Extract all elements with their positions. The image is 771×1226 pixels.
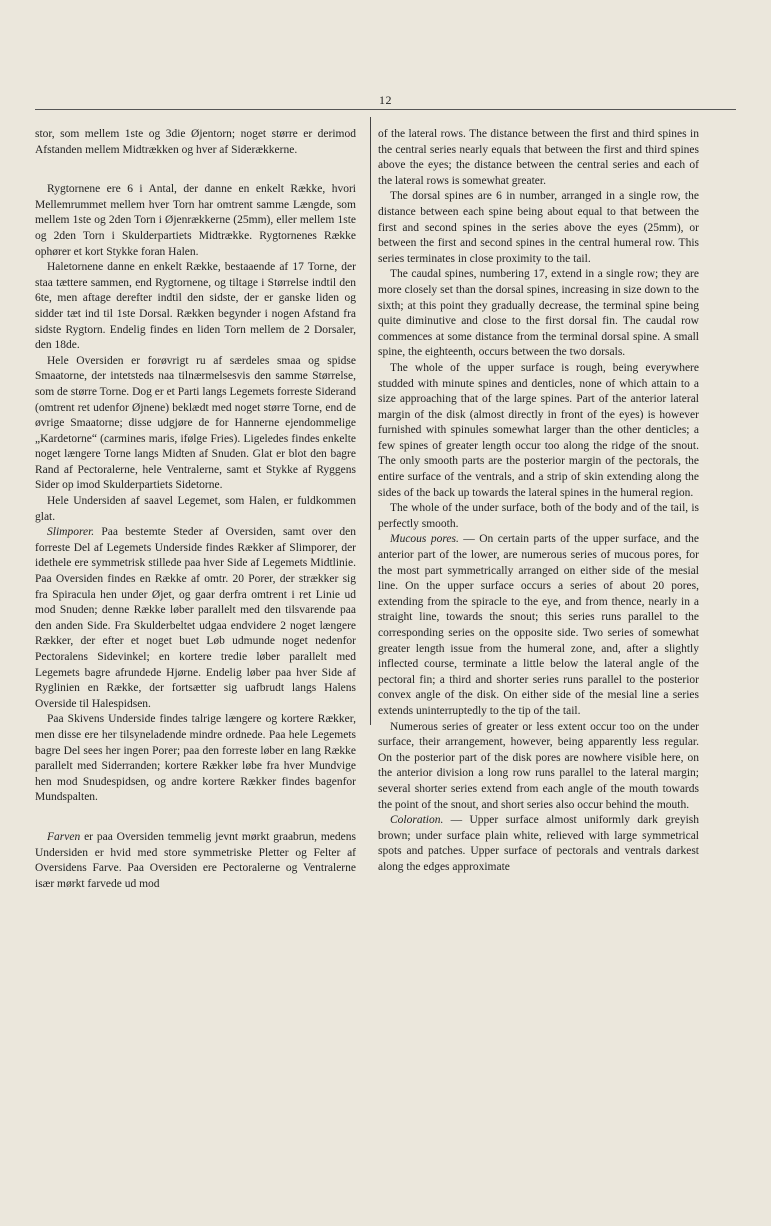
section-label: Slimporer.: [47, 526, 95, 539]
paragraph-text: — Upper surface almost uniformly dark greyish brown; under surface plain white, relieved with large symmetrical spots and patches. Upper surface of pectorals and ventrals darkest along the edges approximate: [378, 814, 699, 873]
paragraph: The whole of the under surface, both of the body and of the tail, is perfectly smooth.: [378, 502, 699, 530]
paragraph: [378, 532, 699, 719]
paragraph: Paa Skivens Underside findes talrige længere og kortere Rækker, men disse ere her tilsyneladende mindre ordnede. Paa hele Legemets bagre Del sees her ingen Porer; paa den forreste løber en lang Række parallelt med Siderranden; kortere Rækker løbe fra hver Mundvige hen mod Snudespidsen, og andre kortere Rækker findes bagenfor Mundspalten.: [35, 713, 356, 804]
section-label: Farven: [47, 830, 81, 843]
paragraph-text: er paa Oversiden temmelig jevnt mørkt graabrun, medens Undersiden er hvid med store symmetriske Pletter og Felter af Oversidens Farve. Paa Oversiden ere Pectoralerne og Ventralerne især mørkt farvede ud mod: [35, 830, 356, 890]
paragraph: Haletornene danne en enkelt Række, bestaaende af 17 Torne, der staa tættere sammen, end Rygtornene, og tiltage i Størrelse indtil den 6te, men aftage derefter indtil den sidste, der er ganske liden og sidder tæt ind til 1ste Dorsal. Rækken begynder i nogen Afstand fra sidste Rygtorn. Endelig findes en liden Torn mellem de 2 Dorsaler, den 18de.: [35, 261, 356, 352]
paragraph: Hele Undersiden af saavel Legemet, som Halen, er fuldkommen glat.: [35, 495, 356, 523]
paragraph: The caudal spines, numbering 17, extend in a single row; they are more closely set than the dorsal spines, increasing in size down to the sixth; at this point they gradually decrease, the terminal spine being quite diminutive and close to the first dorsal fin. The caudal row commences at some distance from the terminal dorsal spine. A small spine, the eighteenth, occurs between the two dorsals.: [378, 268, 699, 359]
section-label: Coloration.: [390, 814, 444, 827]
paragraph: The whole of the upper surface is rough, being everywhere studded with minute spines and denticles, none of which attain to a size approaching that of the large spines. Part of the anterior lateral margin of the disk (almost directly in front of the eyes) is however furnished with spinules somewhat larger than the other denticles; a few spines of greater length occur too along the ridge of the snout. The only smooth parts are the posterior margin of the pectorals, the entire surface of the ventrals, and a strip of skin extending along the sides of the back up towards the lateral spines in the humeral region.: [378, 361, 699, 499]
paragraph: stor, som mellem 1ste og 3die Øjentorn; noget større er derimod Afstanden mellem Midtrækken og hver af Siderækkerne.: [35, 128, 356, 156]
top-rule: [35, 109, 736, 110]
english-column: [378, 127, 699, 876]
danish-column: [35, 127, 356, 892]
paragraph: Hele Oversiden er forøvrigt ru af særdeles smaa og spidse Smaatorne, der intetsteds naa tilnærmelsesvis den samme Størrelse, som de større Torne. Dog er et Parti langs Legemets forreste Siderand (omtrent ret udenfor Øjnene) beklædt med noget større Torne, end de øvrige Smaatorne; disse udgjøre de for Hannerne ejendommelige „Kardetorne“ (carmines maris, ifølge Fries). Ligeledes findes enkelte noget længere Torne langs Midten af Snuden. Glat er blot den bagre Rand af Pectoralerne, hele Ventralerne, samt et Stykke af Ryggens Sider op imod Skulderpartiets Sidetorne.: [35, 354, 356, 492]
paragraph: [35, 830, 356, 892]
paragraph-text: Paa bestemte Steder af Oversiden, samt over den forreste Del af Legemets Underside findes Rækker af Slimporer, der idethele ere symmetrisk stillede paa hver Side af Legemets Midtlinie. Paa Oversiden findes en Række af omtr. 20 Porer, der strækker sig fra Spiracula hen under Øjet, og gaar derfra omtrent i ret Linie ud mod Snuden; denne Række løber parallelt med den tilsvarende paa den anden Side. Fra Skulderbeltet udgaa endvidere 2 noget længere Rækker, der efter et noget buet Løb udmunde noget nedenfor Pectoralens Sidevinkel; en kortere tredie løber parallelt med Legemets bagre afrundede Hjørne. Endelig løber paa hver Side af Ryglinien en Række, der fortsætter sig uafbrudt langs Halens Overside til Halespidsen.: [35, 526, 356, 710]
paragraph: [35, 525, 356, 712]
paragraph: Rygtornene ere 6 i Antal, der danne en enkelt Række, hvori Mellemrummet mellem hver Torn har omtrent samme Længde, som mellem 1ste og 2den Torn i Øjenrækkerne (25mm), eller mellem 1ste og 2den Torn i Skulderpartiets Midtrække. Rygtornenes Række ophører et kort Stykke foran Halen.: [35, 183, 356, 258]
paragraph: Numerous series of greater or less extent occur too on the under surface, their arrangement, however, being apparently less regular. On the posterior part of the disk pores are nowhere visible here, on the anterior division a long row runs parallel to the lateral margin; several shorter series extend from each angle of the mouth towards the point of the snout, and short series also occur behind the mouth.: [378, 720, 699, 811]
paragraph: of the lateral rows. The distance between the first and third spines in the central series nearly equals that between the first and third spines above the eyes; the distance between the central series and each of the lateral rows is somewhat greater.: [378, 128, 699, 187]
page-number: 12: [379, 93, 392, 107]
paragraph: The dorsal spines are 6 in number, arranged in a single row, the distance between each spine being about equal to that between the first and second spines in the series above the eyes (25mm), or between the first and second spines in the central humeral row. This series terminates in close proximity to the tail.: [378, 190, 699, 265]
paragraph: [378, 813, 699, 875]
paragraph-text: — On certain parts of the upper surface, and the anterior part of the lower, are numerous series of mucous pores, for the most part symmetrically arranged on either side of the mesial line. On the upper surface occurs a series of about 20 pores, extending from the spiracle to the eye, and from thence, nearly in a straight line, towards the snout; this series runs parallel to the corresponding series on the opposite side. Two series of somewhat greater length issue from the humeral zone, and, after a slightly inflected course, terminate a little below the lateral angle of the pectoral fin; a third and shorter series runs parallel to the posterior convex angle of the disk. On either side of the mesial line a series extends uninterruptedly to the tip of the tail.: [378, 533, 699, 717]
section-label: Mucous pores.: [390, 533, 459, 546]
column-divider: [370, 117, 371, 725]
